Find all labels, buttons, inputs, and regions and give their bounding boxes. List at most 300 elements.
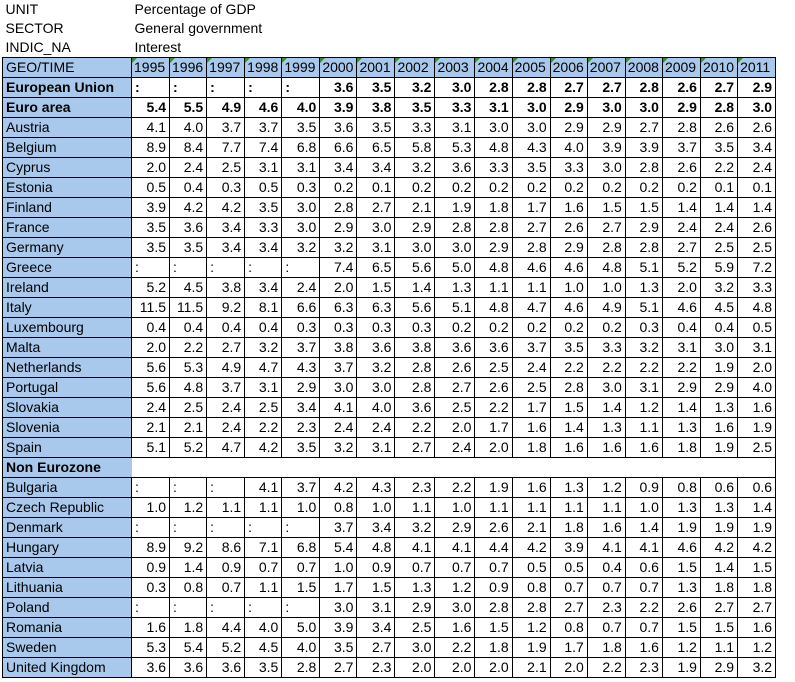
value-cell: 3.0 xyxy=(475,118,512,138)
value-cell: 1.1 xyxy=(550,498,587,518)
value-cell: 3.6 xyxy=(357,338,395,358)
value-cell: 5.3 xyxy=(170,358,207,378)
value-cell: 3.6 xyxy=(320,118,357,138)
value-cell: 2.8 xyxy=(282,658,320,678)
value-cell: 4.7 xyxy=(207,438,245,458)
value-cell: 1.9 xyxy=(662,518,700,538)
value-cell: 2.4 xyxy=(662,218,700,238)
value-cell: 1.2 xyxy=(435,578,475,598)
value-cell: 1.1 xyxy=(475,498,512,518)
value-cell: 3.6 xyxy=(475,338,512,358)
value-cell: 0.8 xyxy=(550,618,587,638)
row-label: Denmark xyxy=(3,518,132,538)
value-cell: : xyxy=(207,478,245,498)
value-cell: 1.6 xyxy=(435,618,475,638)
value-cell: 4.8 xyxy=(475,138,512,158)
year-header: 2009 xyxy=(662,58,700,78)
value-cell xyxy=(207,458,245,478)
value-cell: 0.2 xyxy=(395,178,435,198)
value-cell: 1.3 xyxy=(435,278,475,298)
value-cell: 3.3 xyxy=(550,158,587,178)
value-cell: 2.4 xyxy=(170,158,207,178)
value-cell: 0.4 xyxy=(132,318,170,338)
value-cell: 6.8 xyxy=(282,538,320,558)
value-cell: 3.4 xyxy=(245,278,282,298)
row-label: Lithuania xyxy=(3,578,132,598)
row-label: United Kingdom xyxy=(3,658,132,678)
value-cell: 1.6 xyxy=(700,418,737,438)
value-cell: 1.0 xyxy=(550,278,587,298)
value-cell xyxy=(662,458,700,478)
value-cell: 3.0 xyxy=(282,198,320,218)
value-cell: 3.6 xyxy=(435,158,475,178)
value-cell: 0.8 xyxy=(662,478,700,498)
value-cell: 4.0 xyxy=(245,618,282,638)
value-cell: 1.6 xyxy=(132,618,170,638)
value-cell: 2.2 xyxy=(700,158,737,178)
value-cell: 2.4 xyxy=(700,218,737,238)
value-cell xyxy=(512,458,550,478)
value-cell: 6.3 xyxy=(357,298,395,318)
value-cell: 2.4 xyxy=(512,358,550,378)
table-row xyxy=(3,438,776,458)
value-cell: 4.6 xyxy=(245,98,282,118)
value-cell: 3.0 xyxy=(587,98,625,118)
value-cell: 1.0 xyxy=(282,498,320,518)
value-cell: : xyxy=(282,258,320,278)
value-cell: 1.9 xyxy=(738,418,776,438)
value-cell: 1.6 xyxy=(738,398,776,418)
table-row xyxy=(3,158,776,178)
value-cell: 0.2 xyxy=(475,318,512,338)
row-label: Netherlands xyxy=(3,358,132,378)
table-row xyxy=(3,98,776,118)
value-cell: 1.5 xyxy=(738,558,776,578)
value-cell: 2.7 xyxy=(550,598,587,618)
value-cell: 3.7 xyxy=(662,138,700,158)
value-cell: : xyxy=(170,78,207,98)
value-cell: 0.2 xyxy=(625,178,662,198)
value-cell: 4.0 xyxy=(738,378,776,398)
value-cell: 5.2 xyxy=(662,258,700,278)
value-cell: : xyxy=(207,518,245,538)
value-cell: 4.8 xyxy=(587,258,625,278)
value-cell: 2.3 xyxy=(357,658,395,678)
meta-key: UNIT xyxy=(3,0,132,19)
value-cell: 0.9 xyxy=(207,558,245,578)
value-cell: 1.4 xyxy=(550,418,587,438)
value-cell: 0.7 xyxy=(282,558,320,578)
value-cell: 2.4 xyxy=(357,418,395,438)
value-cell xyxy=(132,458,170,478)
value-cell: 3.9 xyxy=(625,138,662,158)
value-cell: 2.7 xyxy=(207,338,245,358)
value-cell: 1.6 xyxy=(587,438,625,458)
value-cell: 3.0 xyxy=(625,98,662,118)
value-cell: 1.8 xyxy=(738,578,776,598)
value-cell: 2.7 xyxy=(700,78,737,98)
value-cell: 3.7 xyxy=(282,338,320,358)
value-cell: 1.7 xyxy=(320,578,357,598)
value-cell: 2.2 xyxy=(625,598,662,618)
year-header: 2002 xyxy=(395,58,435,78)
value-cell: : xyxy=(245,258,282,278)
value-cell: 2.0 xyxy=(550,658,587,678)
value-cell: 2.9 xyxy=(662,98,700,118)
value-cell: 8.6 xyxy=(207,538,245,558)
row-label: Non Eurozone xyxy=(3,458,132,478)
value-cell: 2.8 xyxy=(475,598,512,618)
value-cell: 5.3 xyxy=(435,138,475,158)
row-label: Czech Republic xyxy=(3,498,132,518)
value-cell: 0.5 xyxy=(550,558,587,578)
value-cell: 3.1 xyxy=(357,438,395,458)
table-row xyxy=(3,138,776,158)
value-cell: 1.3 xyxy=(550,478,587,498)
value-cell: 4.1 xyxy=(395,538,435,558)
value-cell xyxy=(700,458,737,478)
group-row xyxy=(3,458,776,478)
value-cell: 1.3 xyxy=(700,398,737,418)
value-cell: : xyxy=(170,518,207,538)
table-row xyxy=(3,278,776,298)
value-cell: 3.9 xyxy=(550,538,587,558)
value-cell: 1.5 xyxy=(282,578,320,598)
value-cell: : xyxy=(132,598,170,618)
value-cell: 3.3 xyxy=(435,98,475,118)
value-cell: : xyxy=(207,598,245,618)
value-cell: 4.5 xyxy=(170,278,207,298)
value-cell: 5.1 xyxy=(625,298,662,318)
value-cell: 4.2 xyxy=(207,198,245,218)
value-cell: 1.3 xyxy=(395,578,435,598)
value-cell: 1.8 xyxy=(475,638,512,658)
value-cell: 3.9 xyxy=(320,618,357,638)
value-cell: 2.8 xyxy=(475,218,512,238)
value-cell: 3.2 xyxy=(357,358,395,378)
value-cell: 6.8 xyxy=(282,138,320,158)
value-cell: 2.0 xyxy=(395,658,435,678)
value-cell: 0.3 xyxy=(395,318,435,338)
value-cell: 4.5 xyxy=(700,298,737,318)
value-cell: 2.8 xyxy=(625,238,662,258)
meta-row xyxy=(3,19,776,38)
year-header: 2003 xyxy=(435,58,475,78)
value-cell: 4.3 xyxy=(512,138,550,158)
value-cell: 3.7 xyxy=(512,338,550,358)
year-header: 2011 xyxy=(738,58,776,78)
value-cell: 1.8 xyxy=(700,578,737,598)
value-cell: 1.8 xyxy=(587,638,625,658)
value-cell: 2.4 xyxy=(738,158,776,178)
value-cell: 0.4 xyxy=(587,558,625,578)
row-label: Bulgaria xyxy=(3,478,132,498)
table-row xyxy=(3,318,776,338)
value-cell: 5.5 xyxy=(170,98,207,118)
value-cell: 0.9 xyxy=(132,558,170,578)
value-cell: : xyxy=(245,598,282,618)
value-cell: 2.5 xyxy=(475,358,512,378)
value-cell: 0.7 xyxy=(435,558,475,578)
row-label: Spain xyxy=(3,438,132,458)
value-cell: 4.1 xyxy=(320,398,357,418)
row-label: Romania xyxy=(3,618,132,638)
value-cell: 1.6 xyxy=(512,418,550,438)
value-cell: 2.1 xyxy=(170,418,207,438)
value-cell: 3.9 xyxy=(587,138,625,158)
value-cell: 3.5 xyxy=(700,138,737,158)
value-cell: 3.2 xyxy=(700,278,737,298)
value-cell: 1.4 xyxy=(395,278,435,298)
value-cell: 1.8 xyxy=(170,618,207,638)
value-cell: 2.8 xyxy=(435,218,475,238)
value-cell: 3.6 xyxy=(170,218,207,238)
value-cell: 1.0 xyxy=(357,498,395,518)
value-cell: 4.9 xyxy=(207,358,245,378)
value-cell: 3.8 xyxy=(395,338,435,358)
value-cell: 5.4 xyxy=(320,538,357,558)
value-cell: 4.6 xyxy=(550,298,587,318)
value-cell: 3.7 xyxy=(320,358,357,378)
value-cell: 1.8 xyxy=(475,198,512,218)
year-header: 2004 xyxy=(475,58,512,78)
value-cell: 4.9 xyxy=(587,298,625,318)
value-cell: : xyxy=(170,258,207,278)
value-cell: 1.6 xyxy=(625,638,662,658)
value-cell: 2.2 xyxy=(245,418,282,438)
value-cell: 4.1 xyxy=(587,538,625,558)
value-cell: 2.8 xyxy=(475,78,512,98)
value-cell: 1.0 xyxy=(320,558,357,578)
value-cell: 5.2 xyxy=(170,438,207,458)
table-row xyxy=(3,118,776,138)
value-cell: 6.5 xyxy=(357,138,395,158)
value-cell: 3.0 xyxy=(320,598,357,618)
value-cell: 2.8 xyxy=(550,378,587,398)
value-cell: 1.1 xyxy=(245,498,282,518)
value-cell: 3.4 xyxy=(207,238,245,258)
value-cell: 0.2 xyxy=(512,318,550,338)
value-cell: 3.5 xyxy=(132,218,170,238)
value-cell: 1.2 xyxy=(738,638,776,658)
value-cell: 2.0 xyxy=(662,278,700,298)
value-cell: 3.3 xyxy=(245,218,282,238)
year-header: 2000 xyxy=(320,58,357,78)
meta-row xyxy=(3,0,776,19)
value-cell: : xyxy=(282,598,320,618)
value-cell: 4.5 xyxy=(245,638,282,658)
value-cell: 2.6 xyxy=(700,118,737,138)
value-cell: 1.1 xyxy=(587,498,625,518)
value-cell: 2.5 xyxy=(700,238,737,258)
value-cell: 4.3 xyxy=(357,478,395,498)
row-label: Latvia xyxy=(3,558,132,578)
value-cell: 3.4 xyxy=(320,158,357,178)
value-cell: 1.3 xyxy=(625,278,662,298)
value-cell: : xyxy=(132,518,170,538)
value-cell: 6.6 xyxy=(320,138,357,158)
row-label: Germany xyxy=(3,238,132,258)
value-cell: 4.8 xyxy=(170,378,207,398)
value-cell: 2.5 xyxy=(738,238,776,258)
value-cell: 3.6 xyxy=(207,658,245,678)
value-cell: 1.2 xyxy=(587,478,625,498)
value-cell: 1.1 xyxy=(625,418,662,438)
value-cell xyxy=(625,458,662,478)
value-cell: 3.0 xyxy=(357,378,395,398)
value-cell: 2.2 xyxy=(435,478,475,498)
table-row xyxy=(3,478,776,498)
value-cell: 2.6 xyxy=(662,598,700,618)
value-cell: 2.8 xyxy=(512,238,550,258)
value-cell: 1.5 xyxy=(357,278,395,298)
value-cell: 1.1 xyxy=(700,638,737,658)
value-cell: 2.5 xyxy=(207,158,245,178)
value-cell: 4.8 xyxy=(475,298,512,318)
row-label: Italy xyxy=(3,298,132,318)
value-cell: 8.1 xyxy=(245,298,282,318)
value-cell: 2.8 xyxy=(395,378,435,398)
value-cell: 0.7 xyxy=(395,558,435,578)
value-cell xyxy=(170,458,207,478)
value-cell: 6.6 xyxy=(282,298,320,318)
value-cell: 2.5 xyxy=(395,618,435,638)
value-cell: 3.5 xyxy=(282,438,320,458)
value-cell: 2.4 xyxy=(207,398,245,418)
value-cell: 0.4 xyxy=(700,318,737,338)
value-cell: 5.0 xyxy=(282,618,320,638)
value-cell: 2.6 xyxy=(738,118,776,138)
value-cell: 2.3 xyxy=(625,658,662,678)
value-cell: 2.3 xyxy=(282,418,320,438)
value-cell: 2.1 xyxy=(512,518,550,538)
value-cell: 1.5 xyxy=(662,558,700,578)
value-cell: 3.8 xyxy=(207,278,245,298)
value-cell: 1.2 xyxy=(170,498,207,518)
value-cell: 2.7 xyxy=(587,218,625,238)
value-cell: 0.3 xyxy=(282,318,320,338)
value-cell: 3.2 xyxy=(320,238,357,258)
table-row xyxy=(3,558,776,578)
value-cell: 0.4 xyxy=(170,178,207,198)
value-cell xyxy=(435,458,475,478)
value-cell: 2.9 xyxy=(587,118,625,138)
value-cell: 4.2 xyxy=(738,538,776,558)
year-header: 2001 xyxy=(357,58,395,78)
value-cell: 4.7 xyxy=(245,358,282,378)
value-cell: 6.5 xyxy=(357,258,395,278)
value-cell: 5.1 xyxy=(435,298,475,318)
value-cell: 2.7 xyxy=(662,238,700,258)
geo-time-header: GEO/TIME xyxy=(3,58,132,78)
value-cell: 2.1 xyxy=(512,658,550,678)
value-cell: 2.8 xyxy=(625,78,662,98)
value-cell: 3.6 xyxy=(132,658,170,678)
value-cell: 2.2 xyxy=(475,398,512,418)
row-label: European Union xyxy=(3,78,132,98)
value-cell: 3.0 xyxy=(512,98,550,118)
value-cell: 3.3 xyxy=(475,158,512,178)
value-cell: 7.4 xyxy=(245,138,282,158)
value-cell xyxy=(475,458,512,478)
value-cell: 1.7 xyxy=(512,398,550,418)
value-cell: 4.2 xyxy=(320,478,357,498)
row-label: Poland xyxy=(3,598,132,618)
value-cell: 0.1 xyxy=(700,178,737,198)
value-cell: 5.4 xyxy=(170,638,207,658)
value-cell: 5.6 xyxy=(395,298,435,318)
value-cell: 2.7 xyxy=(395,438,435,458)
value-cell: 4.7 xyxy=(512,298,550,318)
value-cell: 0.3 xyxy=(207,178,245,198)
value-cell: 1.9 xyxy=(700,438,737,458)
value-cell: 3.0 xyxy=(587,158,625,178)
value-cell: 2.8 xyxy=(587,238,625,258)
value-cell: 1.8 xyxy=(662,438,700,458)
row-label: Malta xyxy=(3,338,132,358)
row-label: Sweden xyxy=(3,638,132,658)
value-cell: 0.3 xyxy=(320,318,357,338)
value-cell: 2.5 xyxy=(435,398,475,418)
value-cell: 4.0 xyxy=(282,638,320,658)
value-cell: 1.0 xyxy=(587,278,625,298)
value-cell: 1.9 xyxy=(435,198,475,218)
value-cell: 0.2 xyxy=(550,318,587,338)
value-cell: 0.7 xyxy=(245,558,282,578)
value-cell: 4.6 xyxy=(662,298,700,318)
value-cell: 2.8 xyxy=(395,358,435,378)
value-cell: 3.1 xyxy=(282,158,320,178)
value-cell: 2.5 xyxy=(512,378,550,398)
value-cell: 3.3 xyxy=(738,278,776,298)
value-cell: 2.7 xyxy=(357,638,395,658)
table-row xyxy=(3,538,776,558)
value-cell: 0.9 xyxy=(357,558,395,578)
value-cell: 1.4 xyxy=(662,398,700,418)
value-cell: 3.8 xyxy=(320,338,357,358)
value-cell: 2.6 xyxy=(475,518,512,538)
value-cell: 1.4 xyxy=(587,398,625,418)
value-cell: 5.6 xyxy=(132,378,170,398)
value-cell: 4.6 xyxy=(662,538,700,558)
value-cell: 3.9 xyxy=(320,98,357,118)
row-label: Luxembourg xyxy=(3,318,132,338)
value-cell: 2.1 xyxy=(395,198,435,218)
value-cell: 3.2 xyxy=(738,658,776,678)
value-cell: 0.7 xyxy=(625,618,662,638)
value-cell: 8.9 xyxy=(132,138,170,158)
value-cell: 0.3 xyxy=(282,178,320,198)
value-cell: 3.5 xyxy=(282,118,320,138)
value-cell: 3.0 xyxy=(700,338,737,358)
value-cell: 1.7 xyxy=(550,638,587,658)
value-cell: 1.5 xyxy=(700,618,737,638)
value-cell: 1.6 xyxy=(738,618,776,638)
year-header: 2008 xyxy=(625,58,662,78)
value-cell: 1.3 xyxy=(662,418,700,438)
value-cell: 1.8 xyxy=(550,518,587,538)
value-cell xyxy=(587,458,625,478)
value-cell: 1.1 xyxy=(512,278,550,298)
value-cell: 5.3 xyxy=(132,638,170,658)
value-cell: 3.8 xyxy=(357,98,395,118)
value-cell: 0.7 xyxy=(475,558,512,578)
value-cell: 0.5 xyxy=(245,178,282,198)
value-cell: 0.2 xyxy=(435,178,475,198)
value-cell: 1.5 xyxy=(550,398,587,418)
value-cell: 4.8 xyxy=(357,538,395,558)
value-cell: 4.0 xyxy=(550,138,587,158)
